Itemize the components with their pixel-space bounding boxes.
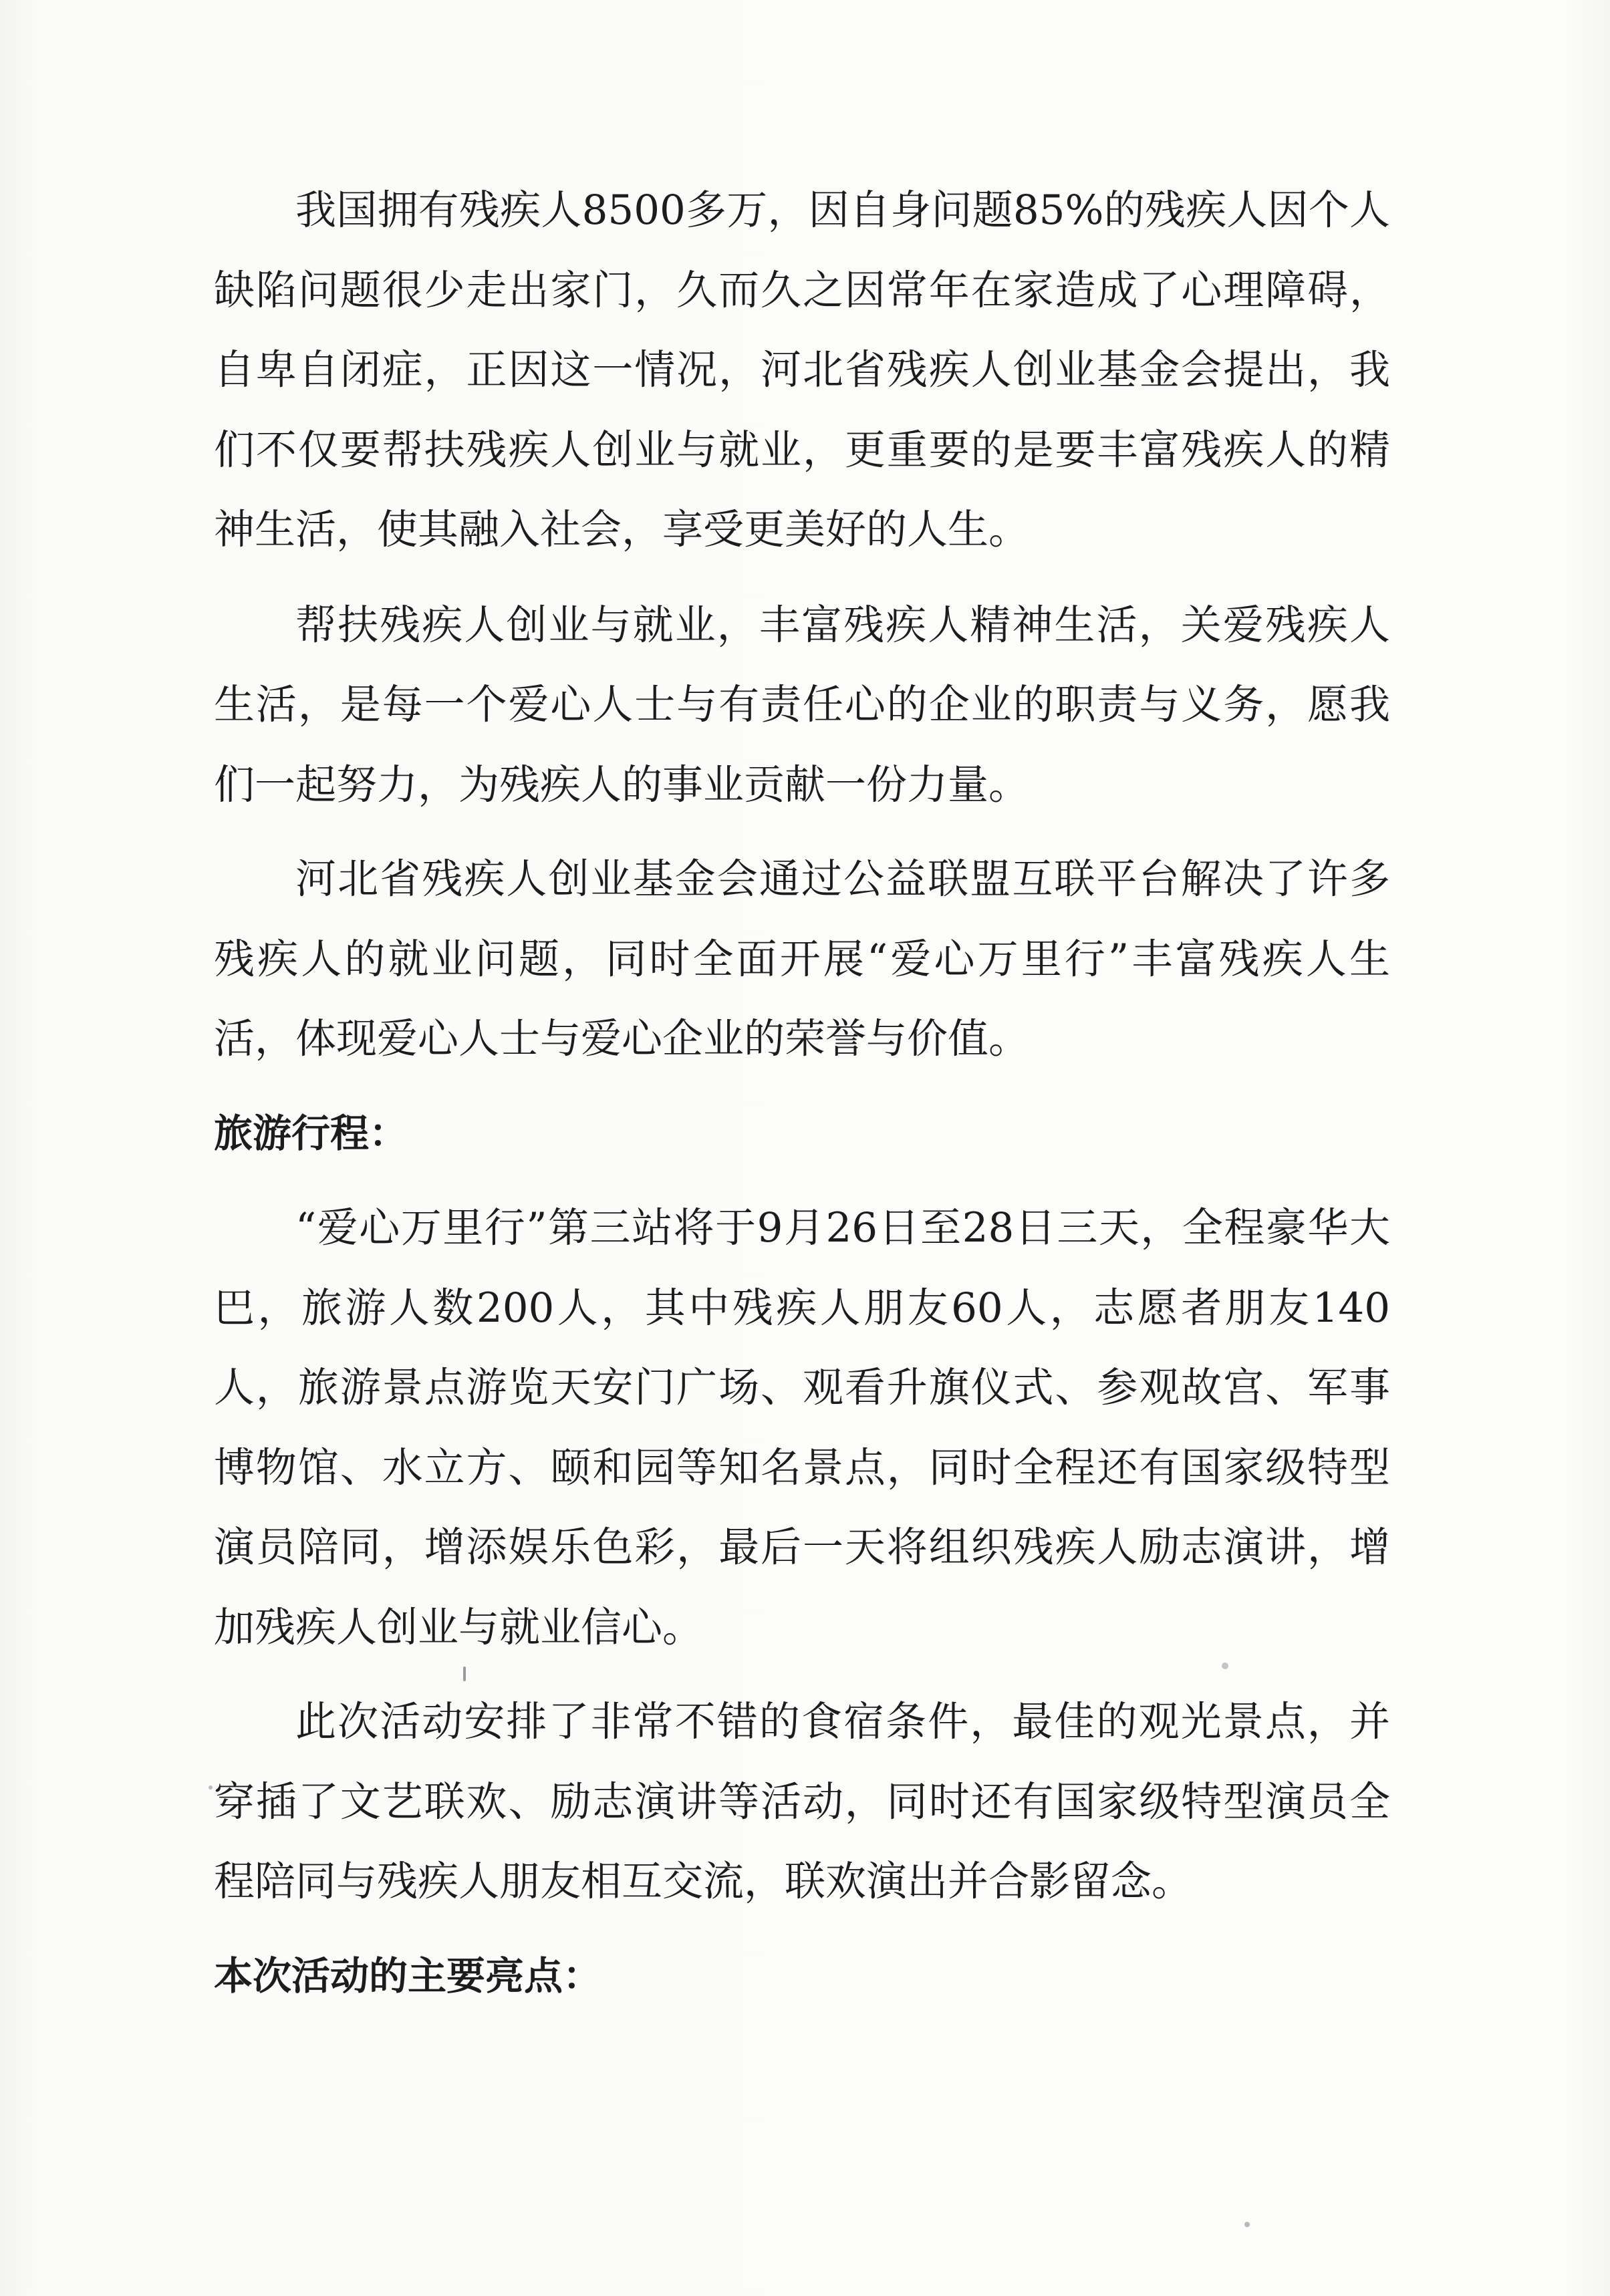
paragraph-itinerary: “爱心万里行”第三站将于9月26日至28日三天，全程豪华大巴，旅游人数200人，其中残疾人朋友60人，志愿者朋友140人，旅游景点游览天安门广场、观看升旗仪式、参观故宫、军事博物馆、水立方、颐和园等知名景点，同时全程还有国家级特型演员陪同，增添娱乐色彩，最后一天将组织残疾人励志演讲，增加残疾人创业与就业信心。 [214,1204,1390,1651]
scan-speck [1222,1663,1228,1669]
paragraph-intro: 我国拥有残疾人8500多万，因自身问题85%的残疾人因个人缺陷问题很少走出家门，久而久之因常年在家造成了心理障碍，自卑自闭症，正因这一情况，河北省残疾人创业基金会提出，我们不仅要帮扶残疾人创业与就业，更重要的是要丰富残疾人的精神生活，使其融入社会，享受更美好的人生。 [214,186,1390,553]
document-body [214,170,1390,2016]
scan-speck [463,1667,466,1681]
heading-itinerary: 旅游行程： [214,1110,408,1156]
scan-speck [1244,2222,1250,2227]
paragraph-responsibility: 帮扶残疾人创业与就业，丰富残疾人精神生活，关爱残疾人生活，是每一个爱心人士与有责任心的企业的职责与义务，愿我们一起努力，为残疾人的事业贡献一份力量。 [214,601,1390,809]
paragraph-foundation: 河北省残疾人创业基金会通过公益联盟互联平台解决了许多残疾人的就业问题，同时全面开展“爱心万里行”丰富残疾人生活，体现爱心人士与爱心企业的荣誉与价值。 [214,855,1390,1062]
heading-highlights: 本次活动的主要亮点： [214,1953,602,1999]
paragraph-arrangements: 此次活动安排了非常不错的食宿条件，最佳的观光景点，并穿插了文艺联欢、励志演讲等活动，同时还有国家级特型演员全程陪同与残疾人朋友相互交流，联欢演出并合影留念。 [214,1698,1390,1905]
scan-speck [209,1785,213,1789]
